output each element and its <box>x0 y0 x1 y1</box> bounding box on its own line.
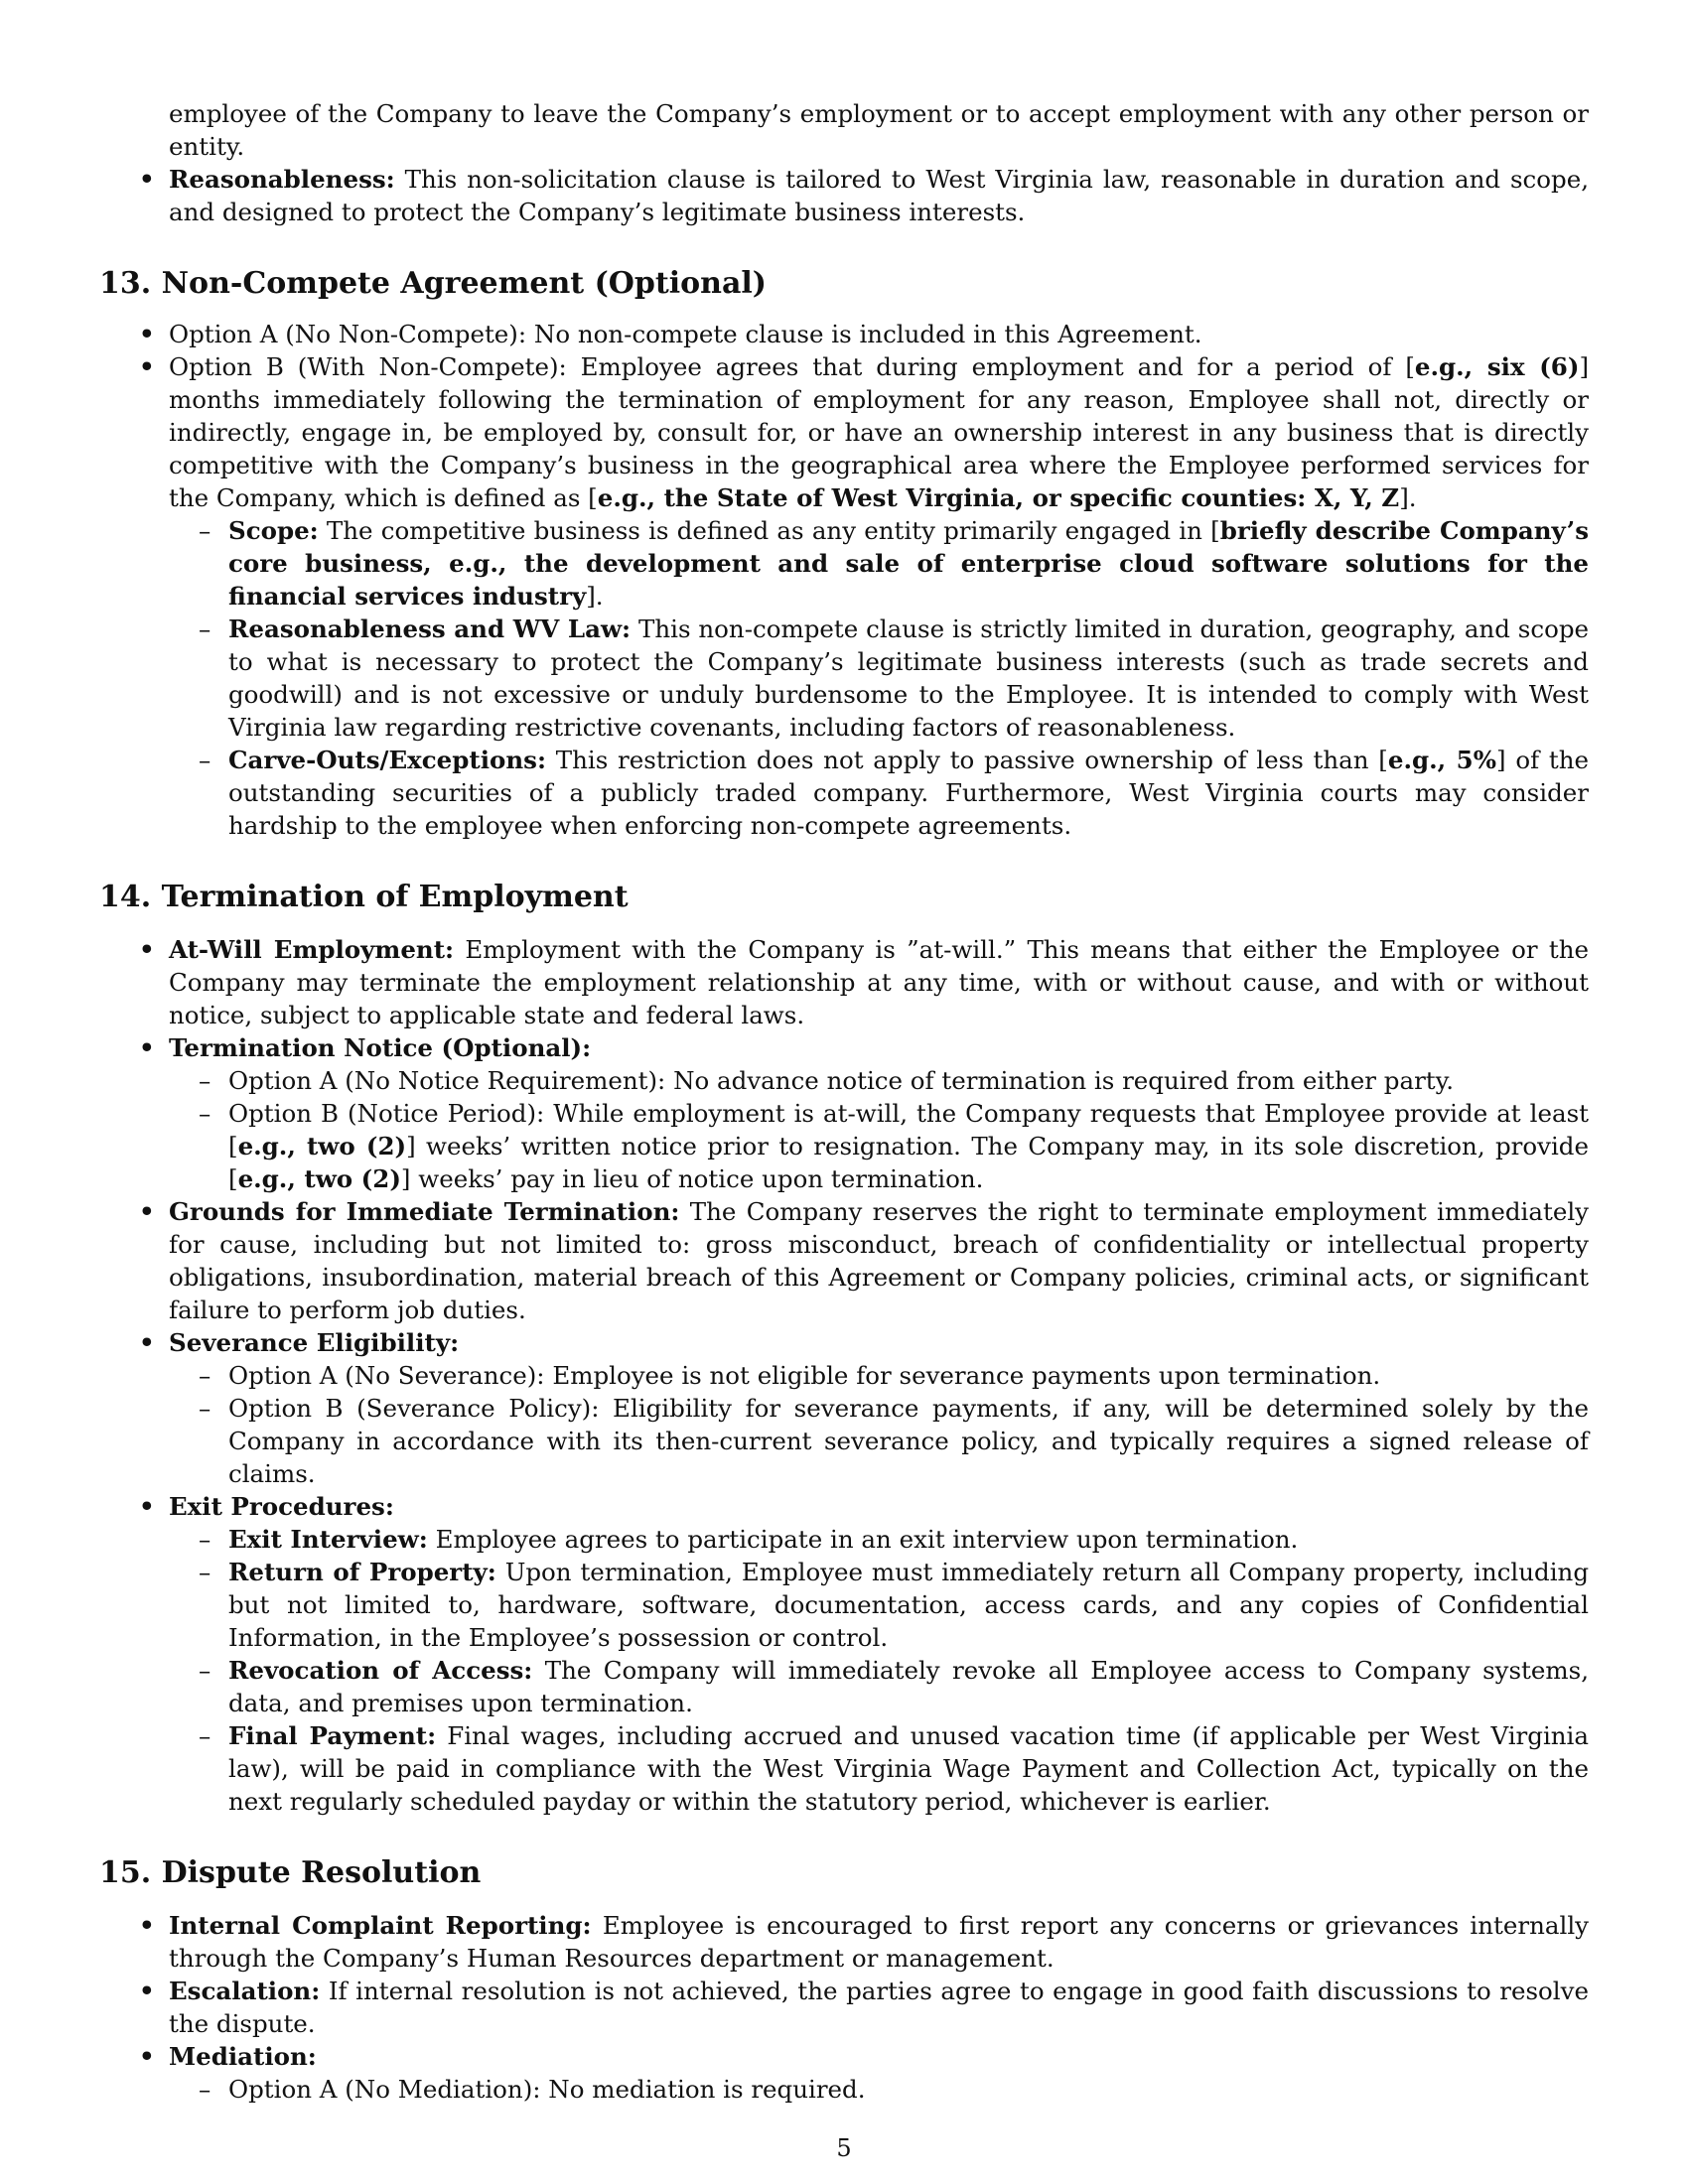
bullet-icon: • <box>139 320 155 348</box>
list-item-termination-notice: • Termination Notice (Optional): <box>139 1033 592 1062</box>
list-item-grounds: • Grounds for Immediate Termination: The Company reserves the right to terminate employment immediately for cause, including but not limited to: gross misconduct, breach of confidentiality or intellectual property obligations, insubordination, material breach of this Agreement or Company policies, criminal acts, or significant failure to perform job duties. <box>139 1197 1590 1324</box>
dash-icon: – <box>199 1066 211 1095</box>
bullet-icon: • <box>139 1911 155 1940</box>
sub-item-severance-option-a: – Option A (No Severance): Employee is not eligible for severance payments upon termination. <box>199 1361 1381 1390</box>
sub-item-mediation-option-a: – Option A (No Mediation): No mediation is required. <box>199 2075 866 2104</box>
sub-item-exit-interview: – Exit Interview: Employee agrees to participate in an exit interview upon termination. <box>199 1525 1299 1554</box>
bullet-icon: • <box>139 1328 155 1357</box>
dash-icon: – <box>199 1721 211 1750</box>
bullet-icon: • <box>139 165 155 194</box>
sub-item-return-of-property: – Return of Property: Upon termination, Employee must immediately return all Company property, including but not limited to, hardware, software, documentation, access cards, and any copies of Confidential Information, in the Employee’s possession or control. <box>199 1558 1590 1652</box>
sub-item-notice-option-a: – Option A (No Notice Requirement): No advance notice of termination is required from either party. <box>199 1066 1455 1095</box>
dash-icon: – <box>199 746 211 774</box>
list-item-exit-procedures: • Exit Procedures: <box>139 1492 394 1521</box>
list-item-severance: • Severance Eligibility: <box>139 1328 460 1357</box>
dash-icon: – <box>199 1394 211 1423</box>
dash-icon: – <box>199 1361 211 1390</box>
dash-icon: – <box>199 516 211 545</box>
bullet-icon: • <box>139 2042 155 2071</box>
page-number: 5 <box>836 2134 852 2162</box>
bullet-icon: • <box>139 1977 155 2005</box>
list-item-escalation: • Escalation: If internal resolution is not achieved, the parties agree to engage in good faith discussions to resolve the dispute. <box>139 1977 1589 2038</box>
sub-item-revocation-of-access: – Revocation of Access: The Company will immediately revoke all Employee access to Company systems, data, and premises upon termination. <box>199 1656 1589 1717</box>
list-item-reasonableness: • Reasonableness: This non-solicitation clause is tailored to West Virginia law, reasonable in duration and scope, and designed to protect the Company’s legitimate business interests. <box>139 165 1589 226</box>
section-heading-13: 13. Non-Compete Agreement (Optional) <box>99 266 767 301</box>
bullet-icon: • <box>139 935 155 964</box>
list-item-option-b: • Option B (With Non-Compete): Employee agrees that during employment and for a period of [e.g., six (6)] months immediately following the termination of employment for any reason, Employee shall not, directly or indirectly, engage in, be employed by, consult for, or have an ownership interest in any business that is directly competitive with the Company’s business in the geographical area where the Employee performed services for the Company, which is defined as [e.g., the State of West Virginia, or specific counties: X, Y, Z]. <box>139 352 1589 512</box>
dash-icon: – <box>199 1525 211 1554</box>
sub-item-scope: – Scope: The competitive business is defined as any entity primarily engaged in [briefly describe Company’s core business, e.g., the development and sale of enterprise cloud software solutions for the financial services industry]. <box>199 516 1589 611</box>
sub-item-reasonableness-wv-law: – Reasonableness and WV Law: This non-compete clause is strictly limited in duration, geography, and scope to what is necessary to protect the Company’s legitimate business interests (such as trade secrets and goodwill) and is not excessive or unduly burdensome to the Employee. It is intended to comply with West Virginia law regarding restrictive covenants, including factors of reasonableness. <box>199 614 1590 742</box>
dash-icon: – <box>199 614 211 643</box>
dash-icon: – <box>199 1558 211 1586</box>
sub-item-final-payment: – Final Payment: Final wages, including accrued and unused vacation time (if applicable per West Virginia law), will be paid in compliance with the West Virginia Wage Payment and Collection Act, typically on the next regularly scheduled payday or within the statutory period, whichever is earlier. <box>199 1721 1589 1816</box>
continuation-paragraph: employee of the Company to leave the Company’s employment or to accept employment with any other person or entity. <box>169 99 1589 161</box>
dash-icon: – <box>199 1099 211 1128</box>
sub-item-notice-option-b: – Option B (Notice Period): While employment is at-will, the Company requests that Employee provide at least [e.g., two (2)] weeks’ written notice prior to resignation. The Company may, in its sole discretion, provide [e.g., two (2)] weeks’ pay in lieu of notice upon termination. <box>199 1099 1589 1193</box>
sub-item-carve-outs: – Carve-Outs/Exceptions: This restriction does not apply to passive ownership of less than [e.g., 5%] of the outstanding securities of a publicly traded company. Furthermore, West Virginia courts may consider hardship to the employee when enforcing non-compete agreements. <box>199 746 1590 840</box>
bullet-icon: • <box>139 1492 155 1521</box>
dash-icon: – <box>199 2075 211 2104</box>
bullet-icon: • <box>139 1197 155 1226</box>
bullet-icon: • <box>139 1033 155 1062</box>
section-heading-15: 15. Dispute Resolution <box>99 1855 482 1890</box>
list-item-option-a: • Option A (No Non-Compete): No non-compete clause is included in this Agreement. <box>139 320 1202 348</box>
sub-item-severance-option-b: – Option B (Severance Policy): Eligibility for severance payments, if any, will be determined solely by the Company in accordance with its then-current severance policy, and typically requires a signed release of claims. <box>199 1394 1589 1488</box>
section-heading-14: 14. Termination of Employment <box>99 880 629 914</box>
bullet-icon: • <box>139 352 155 381</box>
dash-icon: – <box>199 1656 211 1685</box>
document-page <box>99 97 1589 2106</box>
list-item-internal-complaint: • Internal Complaint Reporting: Employee is encouraged to first report any concerns or grievances internally through the Company’s Human Resources department or management. <box>139 1911 1589 1973</box>
list-item-at-will: • At-Will Employment: Employment with the Company is ”at-will.” This means that either the Employee or the Company may terminate the employment relationship at any time, with or without cause, and with or without notice, subject to applicable state and federal laws. <box>139 935 1589 1029</box>
list-item-mediation: • Mediation: <box>139 2042 317 2071</box>
